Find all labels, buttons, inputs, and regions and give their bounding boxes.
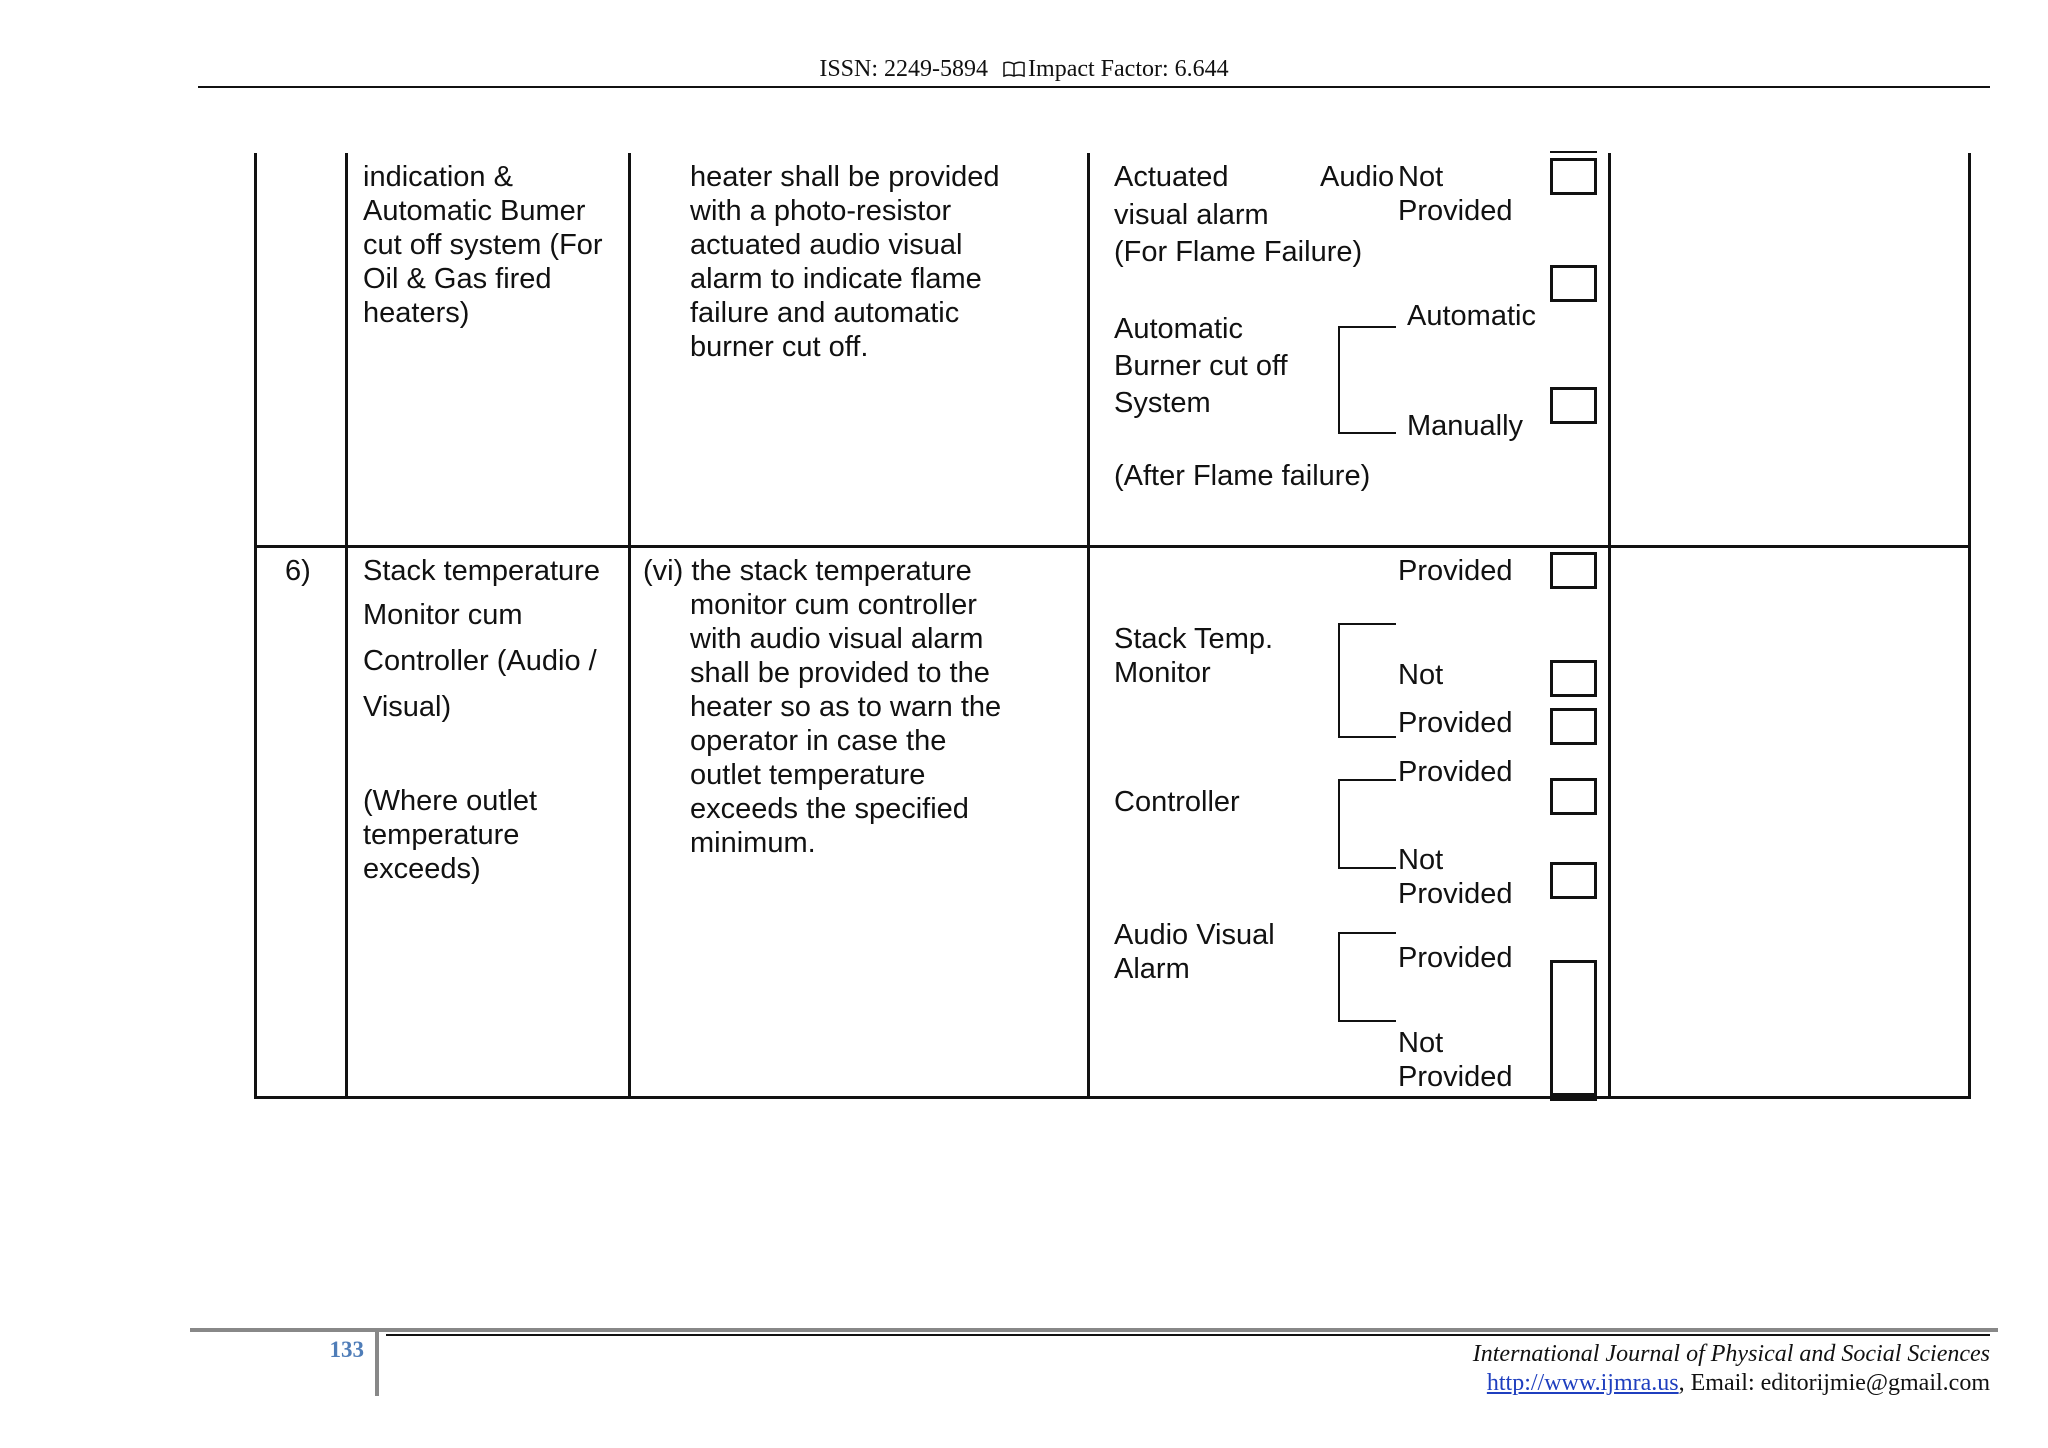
- controller-label: Controller: [1114, 786, 1240, 818]
- automatic-option-label: Automatic: [1407, 300, 1536, 332]
- audio-visual-alarm-label: Audio Visual Alarm: [1114, 919, 1275, 985]
- manually-option-label: Manually: [1407, 410, 1524, 442]
- header-rule: [198, 86, 1990, 88]
- alarm-not-provided-label: Not Provided: [1398, 161, 1513, 227]
- automatic-burner-label: Automatic Burner cut off System: [1114, 313, 1288, 419]
- visual-alarm-label: visual alarm: [1114, 199, 1269, 231]
- after-flame-failure-label: (After Flame failure): [1114, 460, 1371, 492]
- row-divider: [254, 545, 1971, 548]
- monitor-bracket: [1338, 623, 1396, 738]
- column-divider-1: [345, 153, 348, 1099]
- row6-requirement-rest: monitor cum controller with audio visual alarm shall be provided to the heater so as to warn the operator in case the outlet temperature exceeds the specified minimum.: [690, 589, 1002, 859]
- controller-provided-label: Provided: [1398, 756, 1513, 788]
- row6-item-note: (Where outlet temperature exceeds): [363, 785, 538, 885]
- journal-name: International Journal of Physical and Social Sciences: [1472, 1341, 1990, 1367]
- alarm-provided-label: Provided: [1398, 942, 1513, 974]
- impact-factor-text: Impact Factor: 6.644: [1028, 56, 1229, 82]
- row6-item-line3: Controller (Audio /: [363, 645, 597, 677]
- table-border-bottom: [254, 1096, 1971, 1099]
- monitor-not-checkbox[interactable]: [1550, 660, 1597, 697]
- column-divider-4: [1608, 153, 1611, 1099]
- issn-text: ISSN: 2249-5894: [819, 56, 989, 82]
- actuated-label: Actuated: [1114, 161, 1229, 193]
- monitor-not-label: Not: [1398, 659, 1444, 691]
- footer-contact: [1487, 1370, 1990, 1397]
- audio-label: Audio: [1320, 161, 1395, 193]
- row-number: 6): [285, 555, 311, 587]
- footer-rule-thin: [386, 1334, 1990, 1336]
- table-border-right: [1968, 153, 1971, 1099]
- monitor-provided-label: Provided: [1398, 707, 1513, 739]
- checkbox-bottom-rule: [1550, 1099, 1597, 1101]
- controller-not-provided-checkbox[interactable]: [1550, 862, 1597, 899]
- alarm-bracket: [1338, 932, 1396, 1022]
- stack-provided-checkbox[interactable]: [1550, 552, 1597, 589]
- row6-requirement-first-line: (vi) the stack temperature: [643, 555, 972, 587]
- column-divider-3: [1087, 153, 1090, 1099]
- journal-url-link[interactable]: http://www.ijmra.us: [1486, 1370, 1679, 1396]
- row6-item-line4: Visual): [363, 691, 452, 723]
- alarm-provided-checkbox[interactable]: [1550, 158, 1597, 195]
- row-continued-requirement: heater shall be provided with a photo-resistor actuated audio visual alarm to indicate flame failure and automatic burner cut off.: [690, 161, 1000, 363]
- manually-checkbox[interactable]: [1550, 387, 1597, 424]
- burner-bracket: [1338, 326, 1396, 434]
- alarm-tall-checkbox[interactable]: [1550, 960, 1597, 1096]
- for-flame-failure-label: (For Flame Failure): [1114, 236, 1363, 268]
- controller-provided-checkbox[interactable]: [1550, 778, 1597, 815]
- row6-item-line1: Stack temperature: [363, 555, 600, 587]
- page-header: [0, 56, 2048, 83]
- footer-email: , Email: editorijmie@gmail.com: [1678, 1370, 1990, 1396]
- footer-rule-thick: [190, 1328, 1998, 1332]
- alarm-not-provided-label-2: Not Provided: [1398, 1027, 1513, 1093]
- checkbox-top-rule: [1550, 151, 1597, 153]
- controller-not-provided-label: Not Provided: [1398, 844, 1513, 910]
- row6-item-line2: Monitor cum: [363, 599, 523, 631]
- column-divider-2: [628, 153, 631, 1099]
- book-icon: [1002, 58, 1026, 76]
- monitor-provided-checkbox[interactable]: [1550, 708, 1597, 745]
- alarm-not-provided-checkbox[interactable]: [1550, 265, 1597, 302]
- table-border-left: [254, 153, 257, 1099]
- controller-bracket: [1338, 779, 1396, 869]
- footer-page-divider: [375, 1332, 379, 1396]
- page-number: 133: [329, 1337, 364, 1362]
- stack-provided-label: Provided: [1398, 555, 1513, 587]
- stack-temp-monitor-label: Stack Temp. Monitor: [1114, 623, 1274, 689]
- row-continued-item: indication & Automatic Bumer cut off system (For Oil & Gas fired heaters): [363, 161, 603, 329]
